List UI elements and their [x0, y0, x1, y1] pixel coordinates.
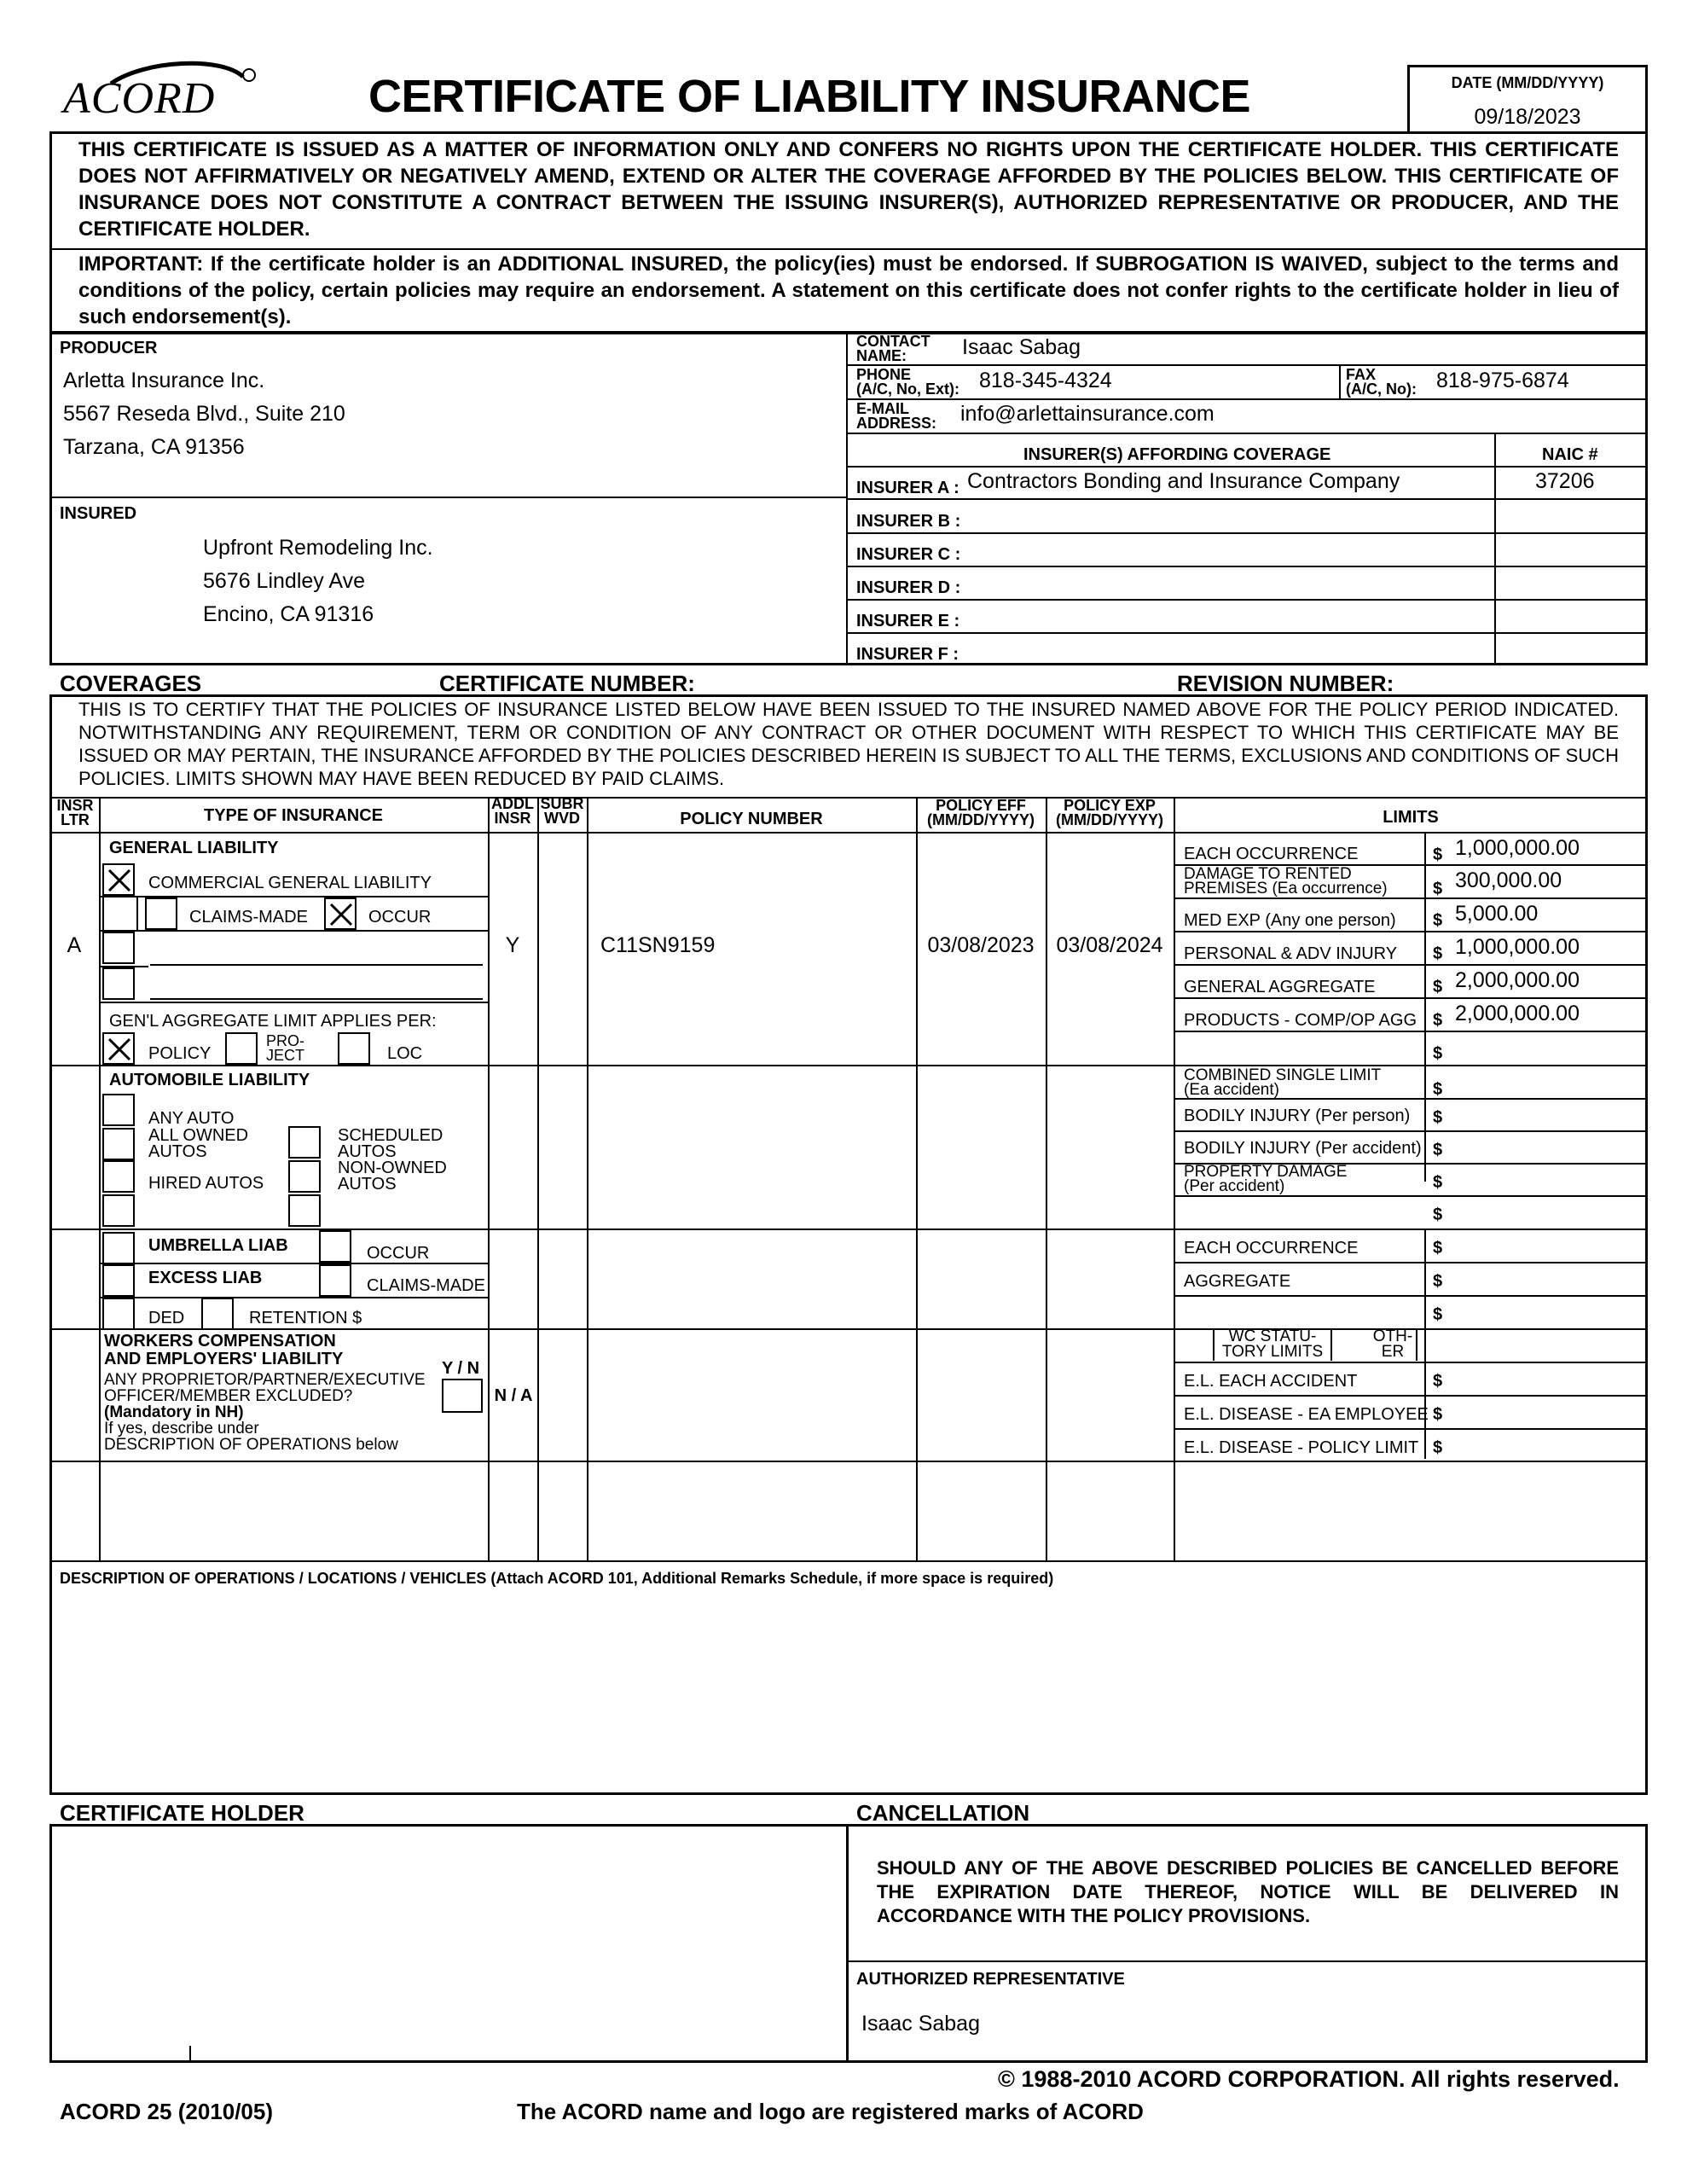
- header-subr: SUBR: [540, 795, 584, 812]
- umbrella-ded-label: DED: [148, 1309, 185, 1327]
- umbrella-limit-row-2: [1174, 1295, 1648, 1328]
- notice-text: THIS CERTIFICATE IS ISSUED AS A MATTER OF INFORMATION ONLY AND CONFERS NO RIGHTS UPON THE CERTIFICATE HOLDER. THIS CERTIFICATE DOES NOT AFFIRMATIVELY OR NEGATIVELY AMEND, EXTEND OR ALTER THE COVERAGE AFFORDED BY THE POLICIES BELOW. THIS CERTIFICATE OF INSURANCE DOES NOT CONSTITUTE A CONTRACT BETWEEN THE ISSUING INSURER(S), AUTHORIZED REPRESENTATIVE OR PRODUCER, AND THE CERTIFICATE HOLDER.: [78, 138, 1619, 241]
- umbrella-limit-row-0: [1174, 1228, 1648, 1262]
- revision-number-label: REVISION NUMBER:: [1177, 671, 1394, 696]
- dollar-sign: $: [1433, 1011, 1443, 1030]
- header-limits: LIMITS: [1383, 808, 1439, 827]
- notice-divider: [49, 248, 1648, 250]
- header-addl: ADDL: [491, 795, 534, 812]
- wc-limit-label-2: E.L. DISEASE - POLICY LIMIT: [1184, 1438, 1419, 1457]
- dollar-sign: $: [1433, 1305, 1443, 1324]
- col-line-eff: [1046, 797, 1047, 1560]
- auth-rep-label: AUTHORIZED REPRESENTATIVE: [856, 1970, 1125, 1989]
- dollar-sign: $: [1433, 1080, 1443, 1099]
- wc-q4: If yes, describe under: [104, 1420, 259, 1438]
- header-addl-insr: [488, 797, 537, 826]
- dollar-sign: $: [1433, 978, 1443, 996]
- auto-all-owned-1: ALL OWNED: [148, 1126, 249, 1145]
- acord-marks-text: The ACORD name and logo are registered marks of ACORD: [517, 2099, 1144, 2124]
- header-eff-2: (MM/DD/YYYY): [927, 811, 1035, 828]
- email-label-1: E-MAIL: [856, 400, 909, 417]
- gl-claims-made-label: CLAIMS-MADE: [189, 908, 308, 926]
- insurer-line-2: [846, 532, 1648, 534]
- wc-oth-2: ER: [1381, 1343, 1405, 1361]
- insurer-a-naic: 37206: [1535, 469, 1595, 493]
- gl-limit-row-4: [1174, 964, 1648, 997]
- phone-label: [856, 368, 959, 397]
- gl-limit-row-3: [1174, 931, 1648, 964]
- fax-divider: [1339, 364, 1341, 398]
- gl-commercial-label: COMMERCIAL GENERAL LIABILITY: [148, 874, 432, 892]
- dollar-sign: $: [1433, 845, 1443, 864]
- dollar-sign: $: [1433, 1044, 1443, 1063]
- holder-small-tick: [189, 2046, 191, 2063]
- fax-label-1: FAX: [1346, 366, 1377, 383]
- umbrella-line-2: [99, 1297, 488, 1298]
- header-eff-1: POLICY EFF: [936, 797, 1026, 814]
- dollar-sign: $: [1433, 1141, 1443, 1159]
- wc-oth-1: OTH-: [1372, 1327, 1413, 1345]
- statement-divider: [49, 797, 1648, 799]
- umbrella-retention-checkbox[interactable]: [201, 1298, 234, 1330]
- phone-value: 818-345-4324: [979, 369, 1112, 392]
- gl-addl-insr: Y: [505, 933, 520, 957]
- dollar-sign: $: [1433, 1108, 1443, 1127]
- gl-limit-label-1: [1184, 867, 1388, 896]
- umbrella-claims-made-checkbox[interactable]: [319, 1264, 351, 1297]
- insurer-e-label: INSURER E :: [856, 612, 960, 630]
- header-policy-eff: [916, 799, 1046, 828]
- umbrella-ded-checkbox[interactable]: [102, 1298, 135, 1330]
- header-exp-2: (MM/DD/YYYY): [1056, 811, 1163, 828]
- producer-line3: Tarzana, CA 91356: [63, 435, 245, 459]
- auto-limit-row-0: [1174, 1065, 1648, 1098]
- auto-non-owned-1: NON-OWNED: [338, 1159, 447, 1177]
- auto-scheduled-2: AUTOS: [338, 1142, 397, 1161]
- wc-statu-divider-r: [1416, 1328, 1417, 1361]
- auto-non-owned-2: AUTOS: [338, 1175, 397, 1194]
- auto-limit-0b: (Ea accident): [1184, 1081, 1279, 1099]
- auto-limit-row-1: [1174, 1098, 1648, 1131]
- fax-label-2: (A/C, No):: [1346, 380, 1417, 398]
- umbrella-limit-label-1: AGGREGATE: [1184, 1272, 1291, 1291]
- auto-blank-checkbox-2[interactable]: [288, 1194, 321, 1227]
- gl-blank-checkbox-2[interactable]: [102, 932, 135, 964]
- gl-line-2: [99, 930, 488, 932]
- producer-label: PRODUCER: [60, 339, 158, 357]
- contact-row-line-3: [846, 433, 1648, 434]
- auto-any-checkbox[interactable]: [102, 1094, 135, 1126]
- dollar-sign: $: [1433, 1272, 1443, 1291]
- certificate-holder-label: CERTIFICATE HOLDER: [60, 1800, 304, 1826]
- gl-policy-exp: 03/08/2024: [1056, 933, 1163, 957]
- umbrella-line-1: [99, 1263, 488, 1264]
- wc-statu-1: WC STATU-: [1228, 1327, 1317, 1345]
- wc-other-label: [1370, 1329, 1416, 1360]
- dollar-sign: $: [1433, 880, 1443, 898]
- auto-limit-3a: PROPERTY DAMAGE: [1184, 1163, 1348, 1181]
- acord-logo: [60, 58, 256, 135]
- col-line-type: [488, 797, 490, 1560]
- auto-blank-checkbox-1[interactable]: [102, 1194, 135, 1227]
- gl-limit-value-4: 2,000,000.00: [1455, 968, 1580, 992]
- col-line-insr: [99, 797, 101, 1560]
- gl-policy-number: C11SN9159: [600, 933, 716, 957]
- phone-label-1: PHONE: [856, 366, 912, 383]
- header-wvd: WVD: [544, 810, 580, 827]
- auto-scheduled-1: SCHEDULED: [338, 1126, 443, 1145]
- gl-limit-row-0: [1174, 832, 1648, 865]
- coverages-label: COVERAGES: [60, 671, 202, 696]
- description-label: DESCRIPTION OF OPERATIONS / LOCATIONS / VEHICLES (Attach ACORD 101, Additional Remarks Schedule, if more space is required): [60, 1570, 1054, 1587]
- dollar-sign: $: [1433, 1239, 1443, 1258]
- gl-limit-row-2: [1174, 897, 1648, 931]
- auto-limit-label-2: BODILY INJURY (Per accident): [1184, 1139, 1422, 1158]
- coverages-statement: THIS IS TO CERTIFY THAT THE POLICIES OF INSURANCE LISTED BELOW HAVE BEEN ISSUED TO THE INSURED NAMED ABOVE FOR THE POLICY PERIOD INDICATED. NOTWITHSTANDING ANY REQUIREMENT, TERM OR CONDITION OF ANY CONTRACT OR OTHER DOCUMENT WITH RESPECT TO WHICH THIS CERTIFICATE MAY BE ISSUED OR MAY PERTAIN, THE INSURANCE AFFORDED BY THE POLICIES DESCRIBED HEREIN IS SUBJECT TO ALL THE TERMS, EXCLUSIONS AND CONDITIONS OF SUCH POLICIES. LIMITS SHOWN MAY HAVE BEEN REDUCED BY PAID CLAIMS.: [78, 699, 1619, 789]
- phone-label-2: (A/C, No, Ext):: [856, 380, 959, 398]
- gl-limit-label-3: PERSONAL & ADV INJURY: [1184, 944, 1398, 963]
- gl-limit-value-0: 1,000,000.00: [1455, 836, 1580, 860]
- header-policy-number: POLICY NUMBER: [680, 810, 823, 828]
- header-insr-ltr: [51, 799, 99, 828]
- gl-limit-row-6: [1174, 1031, 1648, 1064]
- insured-line1: Upfront Remodeling Inc.: [203, 536, 433, 560]
- wc-title-2: AND EMPLOYERS' LIABILITY: [104, 1350, 344, 1368]
- header-type-of-insurance: TYPE OF INSURANCE: [203, 806, 384, 825]
- wc-limit-row-1: [1174, 1395, 1648, 1428]
- producer-line2: 5567 Reseda Blvd., Suite 210: [63, 402, 345, 426]
- gl-occur-checkbox[interactable]: [324, 897, 357, 930]
- gl-limit-value-1: 300,000.00: [1455, 868, 1562, 892]
- dollar-sign: $: [1433, 1372, 1443, 1391]
- date-box: [1407, 65, 1648, 133]
- gl-limit-row-1: [1174, 864, 1648, 897]
- wc-limit-label-1: E.L. DISEASE - EA EMPLOYEE: [1184, 1405, 1429, 1424]
- wc-question: [104, 1372, 426, 1453]
- excess-label: EXCESS LIAB: [148, 1269, 263, 1287]
- col-line-subr: [587, 797, 588, 1560]
- gl-commercial-checkbox[interactable]: [102, 863, 135, 896]
- naic-header: NAIC #: [1542, 445, 1598, 464]
- auto-limit-label-1: BODILY INJURY (Per person): [1184, 1107, 1411, 1125]
- header-subr-wvd: [537, 797, 587, 826]
- email-label: [856, 402, 936, 431]
- auto-all-owned-checkbox[interactable]: [102, 1128, 135, 1160]
- wc-limit-row-0: [1174, 1362, 1648, 1395]
- copyright-text: © 1988-2010 ACORD CORPORATION. All rights reserved.: [998, 2066, 1620, 2092]
- umbrella-label: UMBRELLA LIAB: [148, 1236, 288, 1255]
- fax-label: [1346, 368, 1417, 397]
- header-ltr: LTR: [61, 811, 90, 828]
- wc-q1: ANY PROPRIETOR/PARTNER/EXECUTIVE: [104, 1371, 426, 1389]
- holder-divider: [846, 1824, 849, 2063]
- insurer-line-1: [846, 498, 1648, 500]
- x-mark-icon: [328, 902, 354, 927]
- dollar-sign: $: [1433, 944, 1443, 963]
- gl-project-label: [266, 1034, 304, 1063]
- auth-rep-divider: [846, 1960, 1648, 1962]
- insurer-a-label: INSURER A :: [856, 479, 959, 497]
- insured-line3: Encino, CA 91316: [203, 602, 374, 626]
- gl-project-1: PRO-: [266, 1032, 304, 1049]
- gl-limit-label-2: MED EXP (Any one person): [1184, 911, 1396, 930]
- form-number: ACORD 25 (2010/05): [60, 2099, 273, 2124]
- document-title: CERTIFICATE OF LIABILITY INSURANCE: [368, 71, 1250, 122]
- dollar-sign: $: [1433, 1405, 1443, 1424]
- insured-line2: 5676 Lindley Ave: [203, 569, 365, 593]
- wc-q5: DESCRIPTION OF OPERATIONS below: [104, 1436, 398, 1454]
- col-line-policy: [916, 797, 918, 1560]
- umbrella-claims-made-label: CLAIMS-MADE: [367, 1276, 485, 1295]
- gl-loc-checkbox[interactable]: [338, 1032, 370, 1065]
- auto-hired-checkbox[interactable]: [102, 1160, 135, 1193]
- col-line-addl: [537, 797, 539, 1560]
- wc-statu-2: TORY LIMITS: [1221, 1343, 1324, 1361]
- auto-any-label: ANY AUTO: [148, 1109, 235, 1128]
- auto-scheduled-label: [338, 1128, 443, 1160]
- gl-loc-label: LOC: [387, 1044, 423, 1063]
- contact-name-label: [856, 334, 930, 363]
- gl-occur-label: OCCUR: [368, 908, 432, 926]
- wc-statu-divider-m: [1330, 1328, 1332, 1361]
- insurer-b-label: INSURER B :: [856, 512, 961, 531]
- x-mark-icon: [107, 1037, 132, 1062]
- insurer-a-name: Contractors Bonding and Insurance Company: [967, 469, 1400, 493]
- auto-scheduled-checkbox[interactable]: [288, 1126, 321, 1159]
- gl-project-checkbox[interactable]: [225, 1032, 258, 1065]
- certificate-number-label: CERTIFICATE NUMBER:: [439, 671, 695, 696]
- auto-limit-row-4: [1174, 1195, 1648, 1228]
- insurer-c-label: INSURER C :: [856, 545, 961, 564]
- auto-limit-row-2: [1174, 1130, 1648, 1164]
- contact-name-label-1: CONTACT: [856, 333, 930, 350]
- contact-row-line-1: [846, 364, 1648, 366]
- insurer-line-4: [846, 599, 1648, 601]
- dollar-sign: $: [1433, 911, 1443, 930]
- auto-limit-3b: (Per accident): [1184, 1177, 1285, 1195]
- cancellation-text: SHOULD ANY OF THE ABOVE DESCRIBED POLICIES BE CANCELLED BEFORE THE EXPIRATION DATE THEREOF, NOTICE WILL BE DELIVERED IN ACCORDANCE WITH THE POLICY PROVISIONS.: [877, 1857, 1619, 1926]
- contact-name-label-2: NAME:: [856, 347, 907, 364]
- auto-limit-0a: COMBINED SINGLE LIMIT: [1184, 1066, 1382, 1084]
- dollar-sign: $: [1433, 1438, 1443, 1457]
- acord-logo-text: ACORD: [63, 74, 216, 123]
- wc-title: [104, 1333, 343, 1368]
- gl-blank-line-2: [150, 998, 483, 1000]
- fax-value: 818-975-6874: [1436, 369, 1569, 392]
- auto-title: AUTOMOBILE LIABILITY: [109, 1071, 310, 1089]
- umbrella-limit-label-0: EACH OCCURRENCE: [1184, 1239, 1359, 1258]
- umbrella-retention-label: RETENTION $: [249, 1309, 362, 1327]
- gl-claims-made-checkbox[interactable]: [145, 897, 177, 930]
- umbrella-occur-checkbox[interactable]: [319, 1230, 351, 1263]
- gl-limit-label-4: GENERAL AGGREGATE: [1184, 978, 1376, 996]
- wc-yn-label: Y / N: [442, 1359, 480, 1378]
- header-insr: INSR: [56, 797, 94, 814]
- auto-limit-row-3: [1174, 1163, 1648, 1196]
- date-label: DATE (MM/DD/YYYY): [1451, 74, 1604, 91]
- insurer-line-3: [846, 566, 1648, 567]
- umbrella-occur-label: OCCUR: [367, 1244, 430, 1263]
- header-exp-1: POLICY EXP: [1064, 797, 1156, 814]
- gl-aggregate-applies: GEN'L AGGREGATE LIMIT APPLIES PER:: [109, 1012, 437, 1031]
- insurer-f-label: INSURER F :: [856, 645, 959, 664]
- excess-checkbox[interactable]: [102, 1264, 135, 1297]
- header-policy-exp: [1046, 799, 1174, 828]
- gl-policy-label: POLICY: [148, 1044, 212, 1063]
- gl-limit-label-5: PRODUCTS - COMP/OP AGG: [1184, 1011, 1417, 1030]
- cancellation-label: CANCELLATION: [856, 1800, 1030, 1826]
- auto-limit-label-0: [1184, 1068, 1381, 1097]
- auto-non-owned-checkbox[interactable]: [288, 1160, 321, 1193]
- auth-rep-name: Isaac Sabag: [861, 2012, 980, 2036]
- gl-policy-eff: 03/08/2023: [927, 933, 1035, 957]
- gl-line-4: [99, 1002, 488, 1003]
- email-value: info@arlettainsurance.com: [960, 402, 1215, 426]
- gl-limit-row-5: [1174, 997, 1648, 1031]
- insurer-line-0: [846, 466, 1648, 468]
- wc-section-divider: [49, 1461, 1648, 1462]
- gl-insr-ltr: A: [67, 933, 82, 957]
- gl-blank-line-1: [150, 964, 483, 966]
- umbrella-limit-row-1: [1174, 1262, 1648, 1295]
- gl-blank-checkbox-1[interactable]: [102, 897, 138, 930]
- insurers-header: INSURER(S) AFFORDING COVERAGE: [1023, 445, 1331, 464]
- insurer-line-5: [846, 632, 1648, 634]
- auto-all-owned-label: [148, 1128, 248, 1160]
- auto-hired-label: HIRED AUTOS: [148, 1174, 264, 1193]
- contact-row-line-2: [846, 398, 1648, 400]
- contact-name: Isaac Sabag: [962, 335, 1081, 359]
- wc-statutory-label: [1215, 1329, 1330, 1360]
- auto-limit-label-3: [1184, 1165, 1347, 1194]
- wc-limit-label-0: E.L. EACH ACCIDENT: [1184, 1372, 1358, 1391]
- gl-project-2: JECT: [266, 1047, 304, 1064]
- wc-na: N / A: [494, 1386, 533, 1405]
- date-value: 09/18/2023: [1474, 105, 1581, 129]
- wc-limit-row-2: [1174, 1428, 1648, 1461]
- wc-excluded-checkbox[interactable]: [442, 1379, 483, 1413]
- blank-row-divider: [49, 1560, 1648, 1562]
- insured-label: INSURED: [60, 504, 137, 523]
- gl-limit-label-1a: DAMAGE TO RENTED: [1184, 865, 1352, 883]
- producer-line1: Arletta Insurance Inc.: [63, 369, 265, 392]
- header-addl-insr-2: INSR: [494, 810, 531, 827]
- gl-limit-value-2: 5,000.00: [1455, 902, 1539, 926]
- x-mark-icon: [107, 868, 132, 893]
- gl-limit-value-3: 1,000,000.00: [1455, 935, 1580, 959]
- gl-policy-checkbox[interactable]: [102, 1032, 135, 1065]
- umbrella-checkbox[interactable]: [102, 1232, 135, 1264]
- insurer-d-label: INSURER D :: [856, 578, 961, 597]
- wc-q2: OFFICER/MEMBER EXCLUDED?: [104, 1387, 353, 1405]
- email-label-2: ADDRESS:: [856, 415, 937, 432]
- auto-non-owned-label: [338, 1160, 447, 1193]
- gl-limit-label-1b: PREMISES (Ea occurrence): [1184, 880, 1388, 897]
- dollar-sign: $: [1433, 1205, 1443, 1224]
- wc-q3: (Mandatory in NH): [104, 1403, 244, 1421]
- wc-title-1: WORKERS COMPENSATION: [104, 1332, 336, 1350]
- gl-blank-checkbox-3[interactable]: [102, 967, 135, 1000]
- auto-all-owned-2: AUTOS: [148, 1142, 207, 1161]
- gl-limit-value-5: 2,000,000.00: [1455, 1002, 1580, 1025]
- gl-limit-label-0: EACH OCCURRENCE: [1184, 845, 1359, 863]
- important-text: IMPORTANT: If the certificate holder is an ADDITIONAL INSURED, the policy(ies) must be endorsed. If SUBROGATION IS WAIVED, subject to the terms and conditions of the policy, certain policies may require an endorsement. A statement on this certificate does not confer rights to the certificate holder in lieu of such endorsement(s).: [78, 253, 1619, 328]
- dollar-sign: $: [1433, 1173, 1443, 1192]
- gl-title: GENERAL LIABILITY: [109, 839, 279, 857]
- producer-insured-divider: [49, 497, 846, 498]
